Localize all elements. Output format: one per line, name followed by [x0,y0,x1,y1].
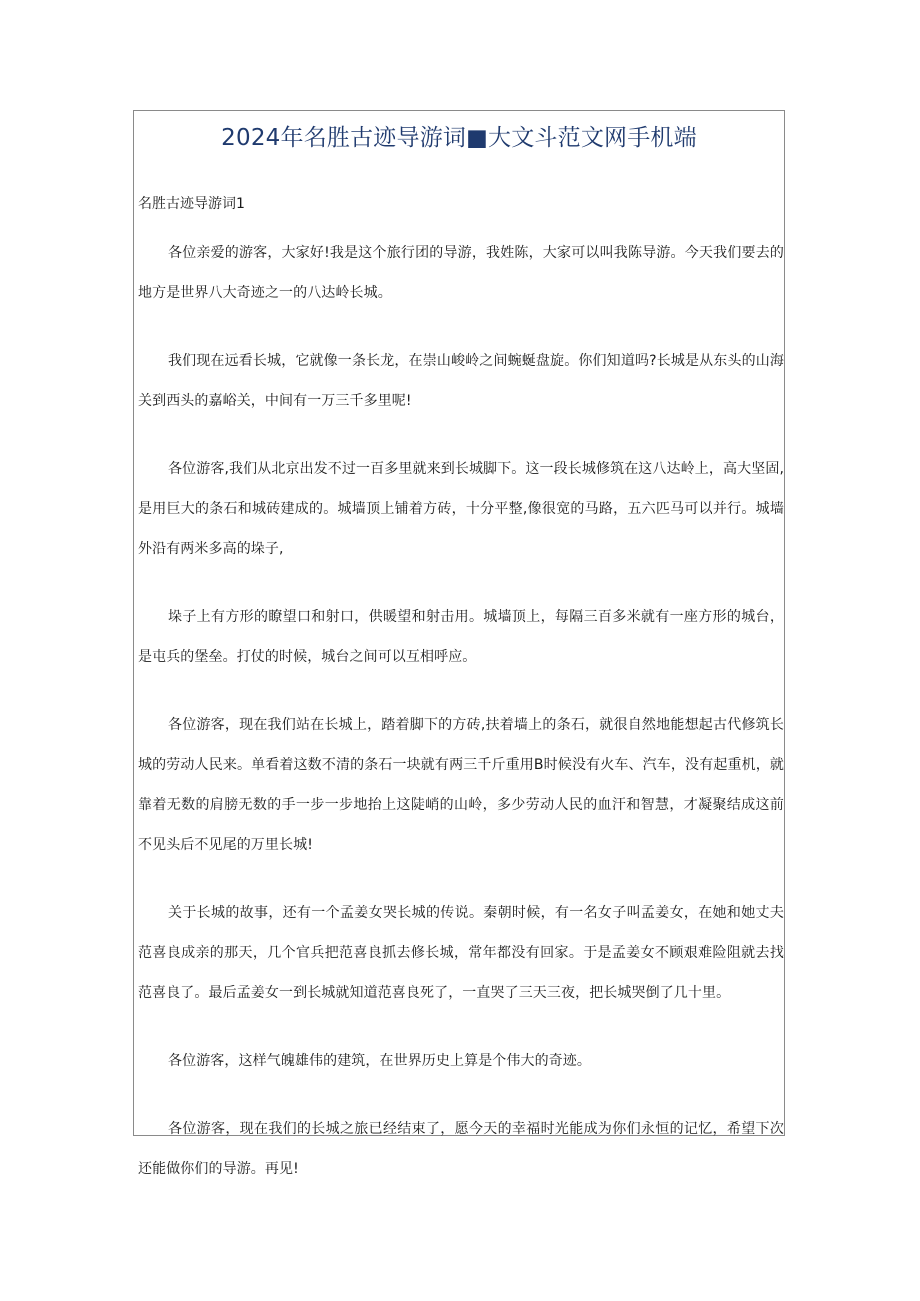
paragraph-7: 各位游客，这样气魄雄伟的建筑，在世界历史上算是个伟大的奇迹。 [168,1053,591,1069]
document-title: 2024年名胜古迹导游词■大文斗范文网手机端 [221,125,697,151]
paragraph-5: 各位游客，现在我们站在长城上，踏着脚下的方砖,扶着墙上的条石，就很自然地能想起古代修筑长城的劳动人民来。单看着这数不清的条石一块就有两三千斤重用B时候没有火车、汽车，没有起重机，就靠着无数的肩膀无数的手一步一步地抬上这陡峭的山岭，多少劳动人民的血汗和智慧，才凝聚结成这前不见头后不见尾的万里长城! [138,717,784,853]
paragraph-6: 关于长城的故事，还有一个孟姜女哭长城的传说。秦朝时候，有一名女子叫孟姜女，在她和她丈夫范喜良成亲的那天，几个官兵把范喜良抓去修长城，常年都没有回家。于是孟姜女不顾艰难险阻就去找范喜良了。最后孟姜女一到长城就知道范喜良死了，一直哭了三天三夜，把长城哭倒了几十里。 [138,905,784,1001]
paragraph-2: 我们现在远看长城，它就像一条长龙，在崇山峻岭之间蜿蜒盘旋。你们知道吗?长城是从东头的山海关到西头的嘉峪关，中间有一万三千多里呢! [138,353,784,409]
document-frame [133,110,785,1177]
paragraph-3: 各位游客,我们从北京出发不过一百多里就来到长城脚下。这一段长城修筑在这八达岭上，高大坚固,是用巨大的条石和城砖建成的。城墙顶上铺着方砖，十分平整,像很宽的马路，五六匹马可以并行。城墙外沿有两米多高的垛子, [138,461,784,557]
paragraph-1: 各位亲爱的游客，大家好!我是这个旅行团的导游，我姓陈，大家可以叫我陈导游。今天我们要去的地方是世界八大奇迹之一的八达岭长城。 [138,245,784,301]
section-heading: 名胜古迹导游词1 [138,196,245,212]
paragraph-4: 垛子上有方形的瞭望口和射口，供暖望和射击用。城墙顶上，每隔三百多米就有一座方形的城台，是屯兵的堡垒。打仗的时候，城台之间可以互相呼应。 [138,609,784,665]
document-body [138,233,784,1217]
paragraph-8: 各位游客，现在我们的长城之旅已经结束了，愿今天的幸福时光能成为你们永恒的记忆，希望下次还能做你们的导游。再见! [138,1121,784,1177]
